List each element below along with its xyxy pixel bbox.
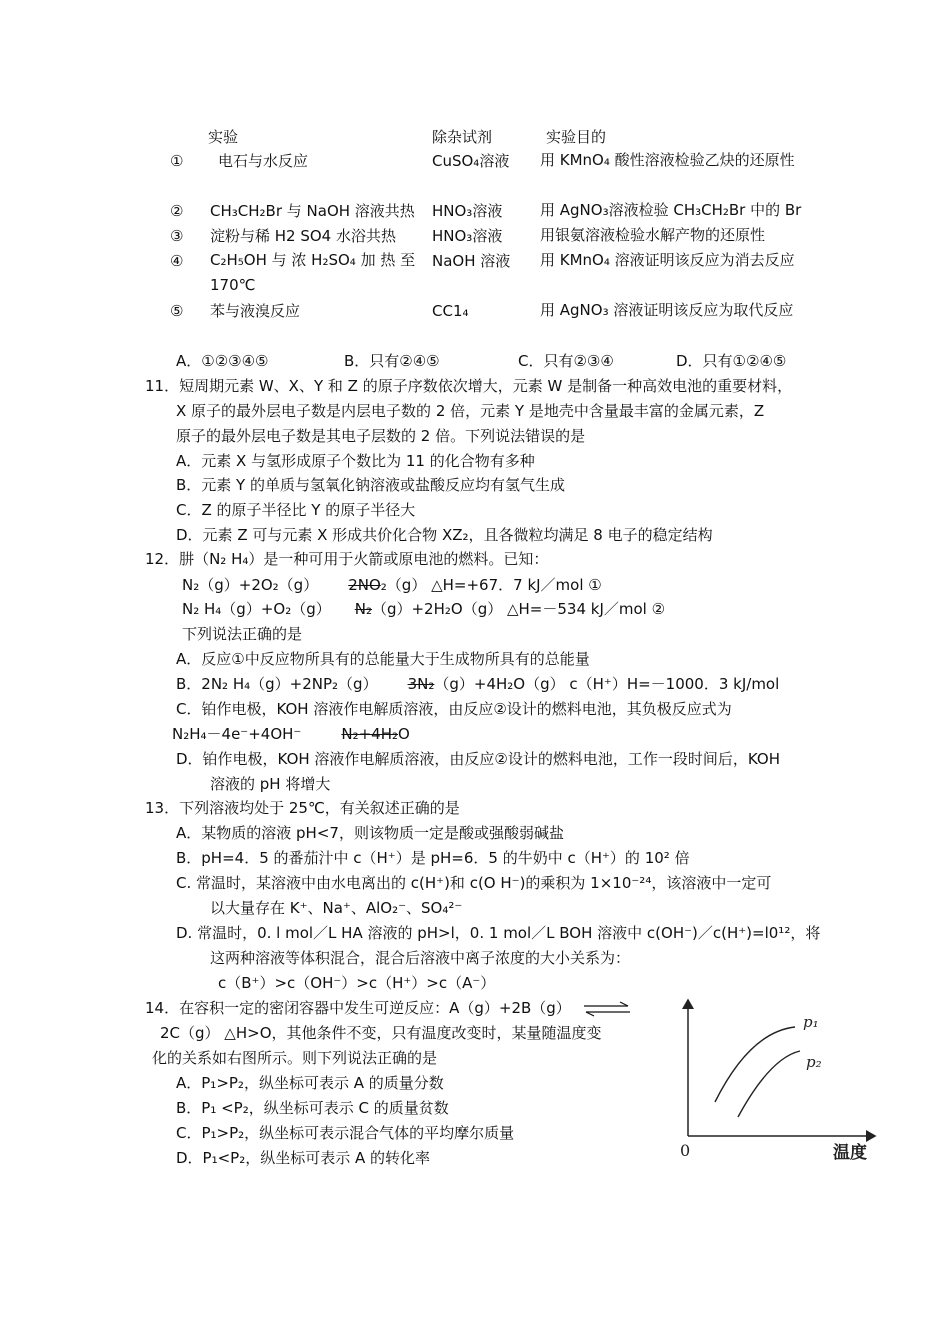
option-c: C．只有②③④ bbox=[518, 352, 614, 370]
q11-option-b: B．元素 Y 的单质与氢氧化钠溶液或盐酸反应均有氢气生成 bbox=[176, 476, 565, 494]
q11-option-c: C．Z 的原子半径比 Y 的原子半径大 bbox=[176, 501, 416, 519]
q13-option-a: A．某物质的溶液 pH<7，则该物质一定是酸或强酸弱碱盐 bbox=[176, 824, 564, 842]
equilibrium-arrow-icon bbox=[582, 1001, 632, 1017]
q14-option-d: D．P₁<P₂，纵坐标可表示 A 的转化率 bbox=[176, 1149, 431, 1167]
option-a: A．①②③④⑤ bbox=[176, 352, 269, 370]
q12-prompt: 下列说法正确的是 bbox=[182, 625, 303, 643]
option-d: D．只有①②④⑤ bbox=[676, 352, 787, 370]
curve-p1 bbox=[715, 1027, 795, 1102]
table-header-experiment: 实验 bbox=[208, 128, 239, 146]
q12-equation-1: N₂（g）+2O₂（g） 2NO₂（g） △H=+67．7 kJ／mol ① bbox=[182, 576, 602, 594]
q11-stem: X 原子的最外层电子数是内层电子数的 2 倍，元素 Y 是地壳中含量最丰富的金属元素，Z bbox=[176, 402, 765, 420]
option-b: B．只有②④⑤ bbox=[344, 352, 440, 370]
q14-stem: 化的关系如右图所示。则下列说法正确的是 bbox=[152, 1049, 438, 1067]
q13-option-d-relation: c（B⁺）>c（OH⁻）>c（H⁺）>c（A⁻） bbox=[218, 974, 496, 992]
q13-option-c-cont: 以大量存在 K⁺、Na⁺、AlO₂⁻、SO₄²⁻ bbox=[210, 899, 463, 917]
q12-option-a: A．反应①中反应物所具有的总能量大于生成物所具有的总能量 bbox=[176, 650, 590, 668]
q14-stem: 14．在容积一定的密闭容器中发生可逆反应：A（g）+2B（g） bbox=[145, 997, 632, 1019]
q11-option-a: A．元素 X 与氢形成原子个数比为 11 的化合物有多种 bbox=[176, 452, 535, 470]
label-p2: p₂ bbox=[806, 1053, 822, 1071]
q14-option-b: B．P₁ <P₂，纵坐标可表示 C 的质量贫数 bbox=[176, 1099, 449, 1117]
q13-option-d: D. 常温时，0. l mol／L HA 溶液的 pH>l，0. 1 mol／L BOH 溶液中 c(OH⁻)／c(H⁺)=l0¹²，将 bbox=[176, 924, 821, 942]
q12-option-d-cont: 溶液的 pH 将增大 bbox=[210, 775, 331, 793]
q11-option-d: D．元素 Z 可与元素 X 形成共价化合物 XZ₂，且各微粒均满足 8 电子的稳定结构 bbox=[176, 526, 713, 544]
table-header-reagent: 除杂试剂 bbox=[432, 128, 493, 146]
q12-option-d: D．铂作电极，KOH 溶液作电解质溶液，由反应②设计的燃料电池，工作一段时间后，KOH bbox=[176, 750, 780, 768]
origin-label: 0 bbox=[680, 1141, 691, 1160]
q14-option-c: C．P₁>P₂，纵坐标可表示混合气体的平均摩尔质量 bbox=[176, 1124, 515, 1142]
q12-equation-2: N₂ H₄（g）+O₂（g） N₂（g）+2H₂O（g） △H=－534 kJ／mol ② bbox=[182, 600, 666, 618]
x-axis-label: 温度 bbox=[833, 1143, 867, 1163]
q12-stem: 12．肼（N₂ H₄）是一种可用于火箭或原电池的燃料。已知： bbox=[145, 550, 549, 568]
q12-option-b: B．2N₂ H₄（g）+2NP₂（g） 3N₂（g）+4H₂O（g） c（H⁺）H=－1000．3 kJ/mol bbox=[176, 675, 780, 693]
q12-option-c-cont: N₂H₄－4e⁻+4OH⁻ N₂+4H₂O bbox=[172, 725, 410, 743]
q11-stem: 原子的最外层电子数是其电子层数的 2 倍。下列说法错误的是 bbox=[176, 427, 586, 445]
q13-stem: 13．下列溶液均处于 25℃，有关叙述正确的是 bbox=[145, 799, 460, 817]
temperature-graph bbox=[670, 990, 890, 1180]
q13-option-c: C. 常温时，某溶液中由水电离出的 c(H⁺)和 c(O H⁻)的乘积为 1×10⁻²⁴，该溶液中一定可 bbox=[176, 874, 772, 892]
label-p1: p₁ bbox=[803, 1013, 819, 1031]
q13-option-d-cont: 这两种溶液等体积混合，混合后溶液中离子浓度的大小关系为： bbox=[210, 949, 631, 967]
table-header-purpose: 实验目的 bbox=[546, 128, 607, 146]
curve-p2 bbox=[738, 1051, 800, 1117]
q14-stem: 2C（g） △H>O，其他条件不变，只有温度改变时，某量随温度变 bbox=[160, 1024, 602, 1042]
q14-option-a: A．P₁>P₂，纵坐标可表示 A 的质量分数 bbox=[176, 1074, 444, 1092]
q11-stem: 11．短周期元素 W、X、Y 和 Z 的原子序数依次增大，元素 W 是制备一种高效电池的重要材料， bbox=[145, 377, 793, 395]
q13-option-b: B．pH=4．5 的番茄汁中 c（H⁺）是 pH=6．5 的牛奶中 c（H⁺）的 10² 倍 bbox=[176, 849, 690, 867]
q12-option-c: C．铂作电极，KOH 溶液作电解质溶液，由反应②设计的燃料电池，其负极反应式为 bbox=[176, 700, 732, 718]
